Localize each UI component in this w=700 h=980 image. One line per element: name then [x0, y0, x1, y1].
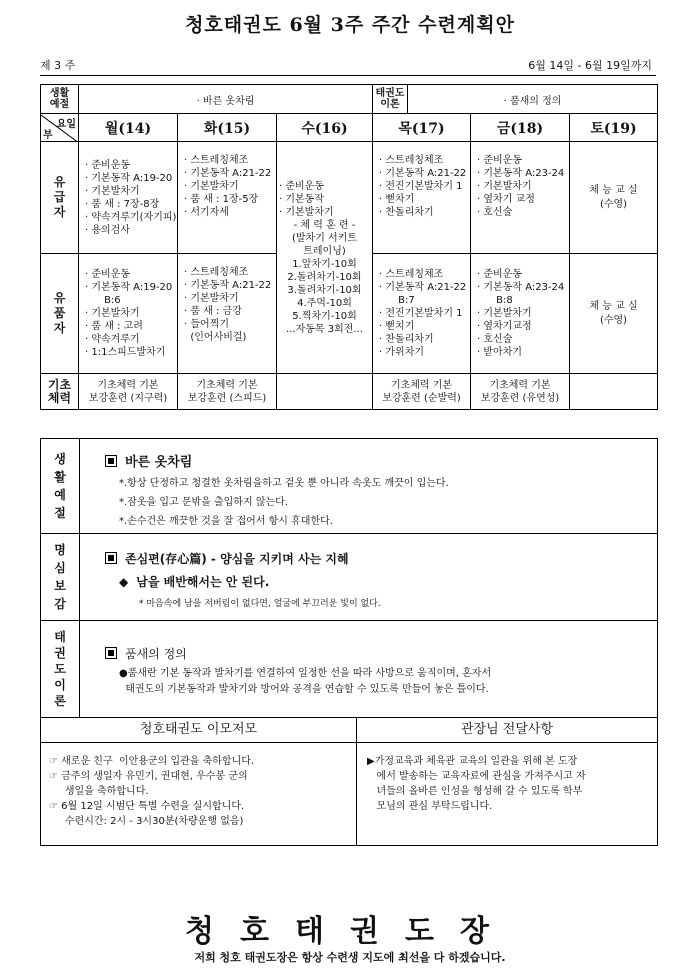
diag-bottom-label: 부 — [43, 129, 53, 141]
cell-line: · 기본발차기 — [184, 181, 239, 192]
diag-box — [41, 115, 78, 141]
day-header: 토(19) — [570, 114, 658, 142]
diag-top-label: 요일 — [56, 118, 76, 130]
page-title: 청호태권도 6월 3주 주간 수련계획안 — [185, 14, 515, 36]
section-proverb — [41, 534, 657, 621]
diag-cell — [41, 114, 79, 142]
section-label-char: 활 — [54, 470, 66, 484]
cell-line: · 가위차기 — [379, 347, 425, 358]
notice-line: ☞ 6월 12일 시범단 특별 수련을 실시합니다. — [49, 801, 245, 812]
row-label-char: 급 — [53, 190, 66, 204]
cell-basic-fri — [471, 374, 570, 410]
cell-line: · 들어찍기 — [184, 319, 229, 330]
cell-line: · 준비운동 — [477, 269, 523, 280]
divider — [40, 75, 656, 76]
section-label-char: 도 — [54, 662, 66, 676]
cell-line: · 기본동작 — [279, 193, 324, 205]
section-content-etiquette — [89, 451, 449, 531]
section-label-char: 생 — [54, 452, 66, 466]
day-header: 월(14) — [79, 114, 178, 142]
heading-text: 품새의 정의 — [125, 647, 187, 661]
cell-line: · 기본동작 A:23-24 — [477, 168, 565, 179]
day-header-row — [41, 114, 658, 142]
cell-line: 4.주먹-10회 — [297, 297, 352, 309]
cell-dan-tue — [178, 254, 277, 374]
cell-line: 기초체력 기본 — [390, 379, 453, 391]
cell-line: - 체 력 훈 련 - — [293, 219, 356, 231]
row-label-beginner — [41, 142, 79, 254]
cell-line: 기초체력 기본 — [196, 379, 258, 391]
cell-dan-mon — [79, 254, 178, 374]
day-header: 수(16) — [277, 114, 373, 142]
cell-line: · 준비운동 — [477, 155, 523, 166]
cell-dan-thu — [373, 254, 471, 374]
cell-line: · 옆차기 교정 — [477, 194, 535, 205]
cell-beginner-mon — [79, 142, 178, 254]
cell-line: · 기본동작 A:19-20 — [85, 172, 173, 184]
cell-line: 보강훈련 (유연성) — [480, 392, 560, 404]
cell-line: 보강훈련 (지구력) — [88, 392, 168, 404]
life-label-cell — [41, 85, 79, 114]
cell-line: · 준비운동 — [279, 180, 324, 192]
life-value: · 바른 옷차림 — [196, 95, 255, 107]
notice-line: 모님의 관심 부탁드립니다. — [367, 801, 493, 812]
cell-line: · 기본발차기 — [477, 181, 532, 192]
section-label-char: 이 — [54, 678, 66, 692]
cell-line: · 준비운동 — [85, 159, 130, 171]
cell-line: · 품 새 : 7장-8장 — [85, 198, 160, 210]
cell-line: · 약속겨루기(자기피) — [85, 211, 177, 223]
etiquette-lines — [119, 474, 449, 531]
row-basic — [41, 374, 658, 410]
cell-dan-fri — [471, 254, 570, 374]
cell-line: 보강훈련 (순발력) — [382, 392, 461, 404]
cell-line: · 1:1스피드발차기 — [85, 347, 166, 358]
cell-line: · 스트레칭체조 — [379, 155, 444, 166]
day-header: 화(15) — [178, 114, 277, 142]
diamond-bullet-icon: ◆ — [119, 575, 129, 589]
info-frame — [40, 438, 658, 846]
life-label: 생활예절 — [49, 88, 70, 110]
cell-wed-merged — [277, 142, 373, 374]
week-label: 제 3 주 — [40, 59, 76, 72]
row-label-char: 체력 — [47, 390, 72, 405]
cell-line: · 기본동작 A:23-24 — [477, 282, 565, 293]
section-heading — [105, 550, 381, 567]
notice-line: 에서 발송하는 교육자료에 관심을 가져주시고 자 — [367, 771, 586, 782]
cell-beginner-fri — [471, 142, 570, 254]
cell-line: 트레이닝) — [303, 245, 346, 257]
notice-right-body — [367, 754, 655, 814]
cell-line: · 찬돌리차기 — [379, 207, 434, 218]
cell-line: · 스트레칭체조 — [379, 269, 444, 280]
notice-line: ☞ 새로운 친구 이안용군의 입관을 축하합니다. — [49, 756, 255, 767]
square-bullet-icon — [105, 455, 117, 467]
notice-line: ☞ 금주의 생일자 유민기, 권대현, 우수봉 군의 — [49, 771, 248, 782]
theory-line: ●품새란 기본 동작과 발차기를 연결하여 일정한 선을 따라 사방으로 움직이며, 혼자서 — [119, 668, 492, 679]
cell-line: · 찬돌리차기 — [379, 334, 434, 345]
cell-basic-sat — [570, 374, 658, 410]
section-label-etiquette — [41, 439, 80, 533]
section-etiquette — [41, 439, 657, 534]
section-label-char: 심 — [54, 561, 66, 575]
cell-line: · 기본발차기 — [85, 185, 140, 197]
cell-basic-tue — [178, 374, 277, 410]
notice-line: 생일을 축하합니다. — [49, 786, 149, 797]
proverb-note: * 마음속에 남을 저버림이 없다면, 얼굴에 부끄러운 빛이 없다. — [139, 599, 381, 609]
cell-beginner-thu — [373, 142, 471, 254]
cell-line: B:8 — [477, 295, 513, 306]
notice-left-title: 청호태권도 이모저모 — [139, 722, 258, 737]
section-label-char: 태 — [54, 630, 66, 644]
cell-line: · 준비운동 — [85, 269, 130, 280]
date-range: 6월 14일 - 6월 19일까지 — [528, 59, 652, 72]
cell-line: · 전진기본발차기 1 — [379, 181, 463, 192]
cell-line: · 호신술 — [477, 334, 513, 345]
cell-line: · 기본발차기 — [85, 308, 140, 319]
cell-basic-thu — [373, 374, 471, 410]
theory-value: · 품새의 정의 — [503, 95, 562, 107]
cell-line: 3.돌려차기-10회 — [287, 284, 362, 296]
cell-line: · 기본동작 A:19-20 — [85, 282, 173, 293]
notice-line: 녀들의 올바른 인성을 형성해 갈 수 있도록 학부 — [367, 786, 583, 797]
cell-line: · 스트레칭체조 — [184, 155, 249, 166]
theory-label-box — [373, 85, 408, 113]
cell-line: · 받아차기 — [477, 347, 523, 358]
cell-basic-wed — [277, 374, 373, 410]
cell-line: (수영) — [599, 314, 628, 326]
section-label-char: 명 — [54, 543, 66, 557]
section-theory — [41, 621, 657, 718]
cell-line: 기초체력 기본 — [489, 379, 551, 391]
cell-line: 2.돌려차기-10회 — [287, 271, 362, 283]
day-header: 목(17) — [373, 114, 471, 142]
cell-line: (인어사비걸) — [184, 332, 247, 343]
heading-text: 존심편(存心篇) - 양심을 지키며 사는 지혜 — [125, 552, 349, 566]
section-label-char: 보 — [54, 579, 66, 593]
top-row — [41, 85, 658, 114]
theory-label: 태권도이론 — [375, 88, 405, 110]
section-label-char: 예 — [54, 488, 66, 502]
row-label-dan — [41, 254, 79, 374]
cell-line: · 기본발차기 — [184, 293, 239, 304]
section-label-char: 절 — [54, 506, 66, 520]
cell-line: · 전진기본발차기 1 — [379, 308, 463, 319]
theory-value-box — [408, 85, 657, 113]
cell-line: (수영) — [599, 198, 628, 210]
cell-line: · 스트레칭체조 — [184, 267, 249, 278]
cell-line: · 뻗차기 — [379, 194, 415, 205]
row-beginner — [41, 142, 658, 254]
cell-basic-mon — [79, 374, 178, 410]
day-header: 금(18) — [471, 114, 570, 142]
cell-line: · 품 새 : 1장-5장 — [184, 194, 259, 205]
theory-cell — [373, 85, 658, 114]
schedule-table — [40, 84, 658, 410]
cell-line: 기초체력 기본 — [97, 379, 159, 391]
life-value-cell — [79, 85, 373, 114]
notice-left-body — [49, 754, 354, 829]
cell-line: 체 능 교 실 — [589, 184, 638, 196]
cell-line: · 기본동작 A:21-22 — [184, 280, 272, 291]
cell-line: · 품 새 : 금강 — [184, 306, 242, 317]
cell-beginner-sat — [570, 142, 658, 254]
cell-line: · 서기자세 — [184, 207, 229, 218]
cell-line: · 기본동작 A:21-22 — [379, 282, 467, 293]
section-content-proverb — [89, 550, 381, 609]
cell-line: B:7 — [379, 295, 415, 306]
notice-header-divider — [41, 742, 657, 743]
etiquette-line: *.손수건은 깨끗한 것을 잘 접어서 항시 휴대한다. — [119, 516, 333, 527]
cell-line: 체 능 교 실 — [589, 300, 638, 312]
etiquette-line: *.항상 단정하고 청결한 옷차림을하고 겉옷 뿐 아니라 속옷도 깨끗이 입는다. — [119, 478, 449, 489]
cell-line: B:6 — [85, 295, 121, 306]
cell-line: · 품 새 : 고려 — [85, 321, 143, 332]
footer-slogan: 저희 청호 태권도장은 항상 수련생 지도에 최선을 다 하겠습니다. — [194, 951, 506, 964]
notice-line: 수련시간: 2시 - 3시30분(차량운행 없음) — [49, 816, 244, 827]
cell-line: ...자동목 3회전... — [286, 323, 363, 335]
cell-line: 1.앞차기-10회 — [292, 258, 357, 270]
heading-text: 바른 옷차림 — [125, 455, 193, 470]
cell-line: · 기본동작 A:21-22 — [184, 168, 272, 179]
proverb-sub-text: 남을 배반해서는 안 된다. — [136, 575, 270, 589]
cell-line: · 기본발차기 — [279, 206, 334, 218]
footer-dojang-name: 청호태권도장 — [185, 914, 515, 949]
section-label-theory — [41, 621, 80, 717]
cell-line: · 용의검사 — [85, 224, 130, 236]
cell-line: · 뻗치기 — [379, 321, 415, 332]
theory-lines — [119, 666, 491, 698]
row-label-char: 기초 — [47, 377, 72, 392]
cell-line: · 호신술 — [477, 207, 513, 218]
cell-line: · 기본동작 A:21-22 — [379, 168, 467, 179]
section-notices — [41, 718, 657, 845]
square-bullet-icon — [105, 647, 117, 659]
row-label-char: 자 — [53, 321, 66, 335]
row-label-char: 자 — [53, 205, 66, 219]
notice-right-title: 관장님 전달사항 — [460, 722, 554, 737]
row-label-char: 유 — [53, 291, 66, 305]
section-heading — [105, 645, 491, 662]
section-label-char: 감 — [54, 597, 66, 611]
theory-line: 태권도의 기본동작과 발차기와 방어와 공격을 연습할 수 있도록 만들어 놓은 틀이다. — [119, 684, 489, 695]
cell-line: 보강훈련 (스피드) — [187, 392, 267, 404]
section-label-proverb — [41, 534, 80, 620]
section-label-char: 론 — [54, 694, 66, 708]
cell-beginner-tue — [178, 142, 277, 254]
cell-line: · 옆차기교정 — [477, 321, 532, 332]
proverb-sub — [119, 573, 381, 590]
row-label-basic — [41, 374, 79, 410]
cell-line: 5.찍차기-10회 — [292, 310, 357, 322]
cell-line: · 기본발차기 — [477, 308, 532, 319]
row-label-char: 유 — [53, 175, 66, 189]
cell-line: · 약속겨루기 — [85, 334, 140, 345]
section-heading — [105, 451, 449, 470]
section-content-theory — [89, 645, 491, 698]
cell-dan-sat — [570, 254, 658, 374]
etiquette-line: *.잠옷을 입고 문밖을 출입하지 않는다. — [119, 497, 288, 508]
notice-line: ▶가정교육과 체육관 교육의 일관을 위해 본 도장 — [367, 756, 578, 767]
cell-line: (발차기 서키트 — [291, 232, 358, 244]
row-label-char: 품 — [53, 306, 66, 320]
square-bullet-icon — [105, 552, 117, 564]
section-label-char: 권 — [54, 646, 66, 660]
